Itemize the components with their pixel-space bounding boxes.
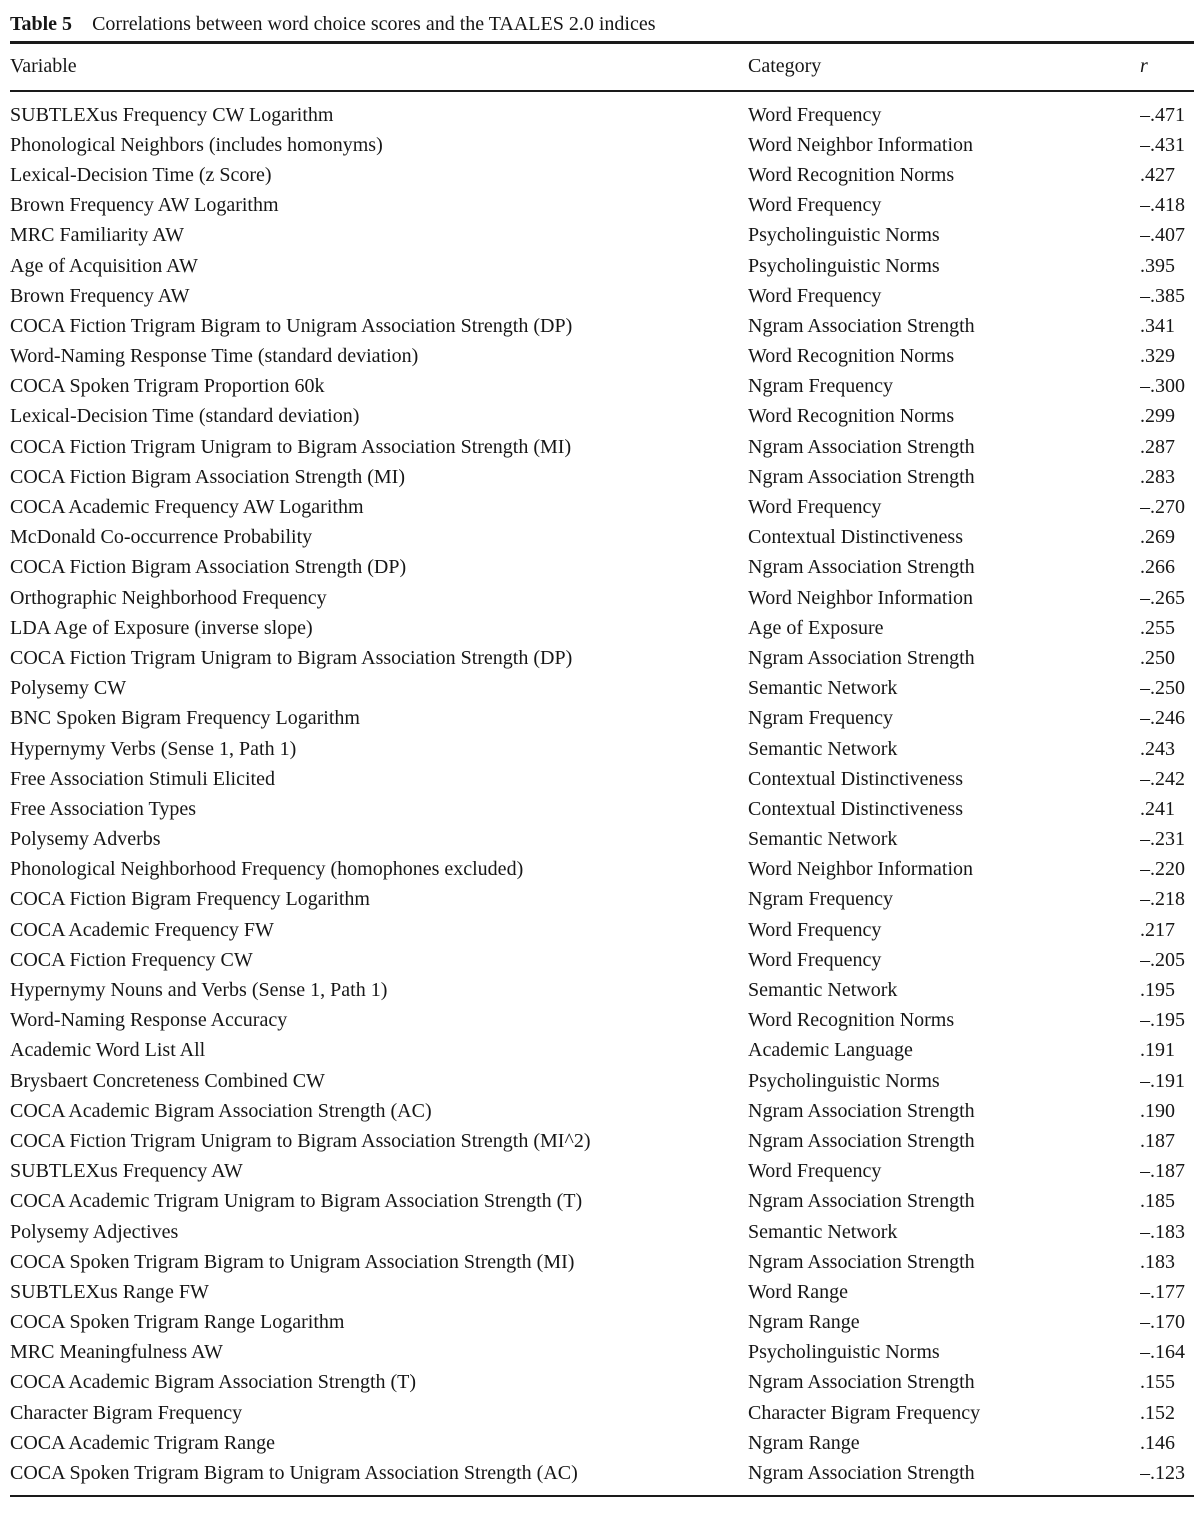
table-row bbox=[10, 160, 1194, 190]
category-cell: Word Neighbor Information bbox=[748, 858, 973, 881]
table-row bbox=[10, 704, 1194, 734]
r-value-cell: –.177 bbox=[1140, 1280, 1185, 1303]
variable-cell: COCA Academic Bigram Association Strength (T) bbox=[10, 1371, 417, 1394]
variable-cell: COCA Fiction Trigram Unigram to Bigram Association Strength (MI) bbox=[10, 435, 572, 458]
r-value-cell: –.195 bbox=[1140, 1009, 1185, 1032]
variable-cell: Lexical-Decision Time (standard deviation) bbox=[10, 405, 360, 428]
r-value-cell: –.385 bbox=[1140, 284, 1185, 307]
category-cell: Academic Language bbox=[748, 1039, 913, 1062]
variable-cell: Free Association Types bbox=[10, 797, 196, 820]
table-row bbox=[10, 855, 1194, 885]
category-cell: Ngram Association Strength bbox=[748, 1099, 975, 1122]
variable-cell: Brysbaert Concreteness Combined CW bbox=[10, 1069, 325, 1092]
table-row bbox=[10, 734, 1194, 764]
r-value-cell: –.250 bbox=[1140, 677, 1185, 700]
variable-cell: Polysemy Adjectives bbox=[10, 1220, 179, 1243]
variable-cell: Age of Acquisition AW bbox=[10, 254, 198, 277]
variable-cell: Phonological Neighborhood Frequency (homophones excluded) bbox=[10, 858, 524, 881]
r-value-cell: –.205 bbox=[1140, 948, 1185, 971]
table-row bbox=[10, 402, 1194, 432]
variable-cell: SUBTLEXus Frequency CW Logarithm bbox=[10, 103, 334, 126]
category-cell: Ngram Range bbox=[748, 1431, 860, 1454]
variable-cell: LDA Age of Exposure (inverse slope) bbox=[10, 616, 313, 639]
r-value-cell: .287 bbox=[1140, 435, 1175, 458]
category-cell: Word Frequency bbox=[748, 918, 882, 941]
category-cell: Word Frequency bbox=[748, 496, 882, 519]
category-cell: Word Recognition Norms bbox=[748, 163, 955, 186]
table-row bbox=[10, 281, 1194, 311]
r-value-cell: –.220 bbox=[1140, 858, 1185, 881]
variable-cell: Polysemy Adverbs bbox=[10, 828, 161, 851]
table-body bbox=[10, 92, 1194, 1495]
variable-cell: COCA Fiction Bigram Association Strength (MI) bbox=[10, 465, 405, 488]
r-value-cell: .243 bbox=[1140, 737, 1175, 760]
category-cell: Word Range bbox=[748, 1280, 849, 1303]
category-cell: Word Frequency bbox=[748, 284, 882, 307]
r-value-cell: –.431 bbox=[1140, 133, 1185, 156]
variable-cell: Word-Naming Response Accuracy bbox=[10, 1009, 288, 1032]
variable-cell: Phonological Neighbors (includes homonyms) bbox=[10, 133, 383, 156]
variable-cell: COCA Fiction Trigram Bigram to Unigram Association Strength (DP) bbox=[10, 314, 573, 337]
variable-cell: Polysemy CW bbox=[10, 677, 127, 700]
r-value-cell: .190 bbox=[1140, 1099, 1175, 1122]
r-value-cell: –.270 bbox=[1140, 496, 1185, 519]
variable-cell: Academic Word List All bbox=[10, 1039, 206, 1062]
r-value-cell: –.191 bbox=[1140, 1069, 1185, 1092]
table-row bbox=[10, 311, 1194, 341]
category-cell: Ngram Association Strength bbox=[748, 1462, 975, 1485]
r-value-cell: .427 bbox=[1140, 163, 1175, 186]
variable-cell: Hypernymy Verbs (Sense 1, Path 1) bbox=[10, 737, 297, 760]
r-value-cell: .269 bbox=[1140, 526, 1175, 549]
table-row bbox=[10, 583, 1194, 613]
table-row bbox=[10, 643, 1194, 673]
category-cell: Word Neighbor Information bbox=[748, 133, 973, 156]
table-row bbox=[10, 1066, 1194, 1096]
variable-cell: COCA Academic Trigram Unigram to Bigram Association Strength (T) bbox=[10, 1190, 583, 1213]
r-value-cell: .299 bbox=[1140, 405, 1175, 428]
variable-cell: Brown Frequency AW Logarithm bbox=[10, 194, 279, 217]
table-row bbox=[10, 492, 1194, 522]
table-row bbox=[10, 1308, 1194, 1338]
table-row bbox=[10, 251, 1194, 281]
category-cell: Semantic Network bbox=[748, 979, 898, 1002]
table-row bbox=[10, 100, 1194, 130]
category-cell: Contextual Distinctiveness bbox=[748, 767, 963, 790]
table-row bbox=[10, 1217, 1194, 1247]
r-value-cell: .255 bbox=[1140, 616, 1175, 639]
r-value-cell: –.407 bbox=[1140, 224, 1185, 247]
variable-cell: McDonald Co-occurrence Probability bbox=[10, 526, 313, 549]
variable-cell: COCA Spoken Trigram Bigram to Unigram Association Strength (AC) bbox=[10, 1462, 578, 1485]
category-cell: Ngram Range bbox=[748, 1311, 860, 1334]
category-cell: Ngram Association Strength bbox=[748, 1250, 975, 1273]
category-cell: Semantic Network bbox=[748, 737, 898, 760]
variable-cell: COCA Spoken Trigram Range Logarithm bbox=[10, 1311, 345, 1334]
table-caption-line bbox=[10, 12, 1194, 36]
table-label: Table 5 bbox=[10, 13, 73, 35]
category-cell: Word Frequency bbox=[748, 948, 882, 971]
table-row bbox=[10, 1428, 1194, 1458]
r-value-cell: .191 bbox=[1140, 1039, 1175, 1062]
category-cell: Word Frequency bbox=[748, 103, 882, 126]
bottom-rule bbox=[10, 1495, 1194, 1498]
table-row bbox=[10, 1458, 1194, 1488]
category-cell: Word Neighbor Information bbox=[748, 586, 973, 609]
category-cell: Semantic Network bbox=[748, 677, 898, 700]
variable-cell: COCA Fiction Bigram Frequency Logarithm bbox=[10, 888, 370, 911]
variable-cell: COCA Academic Trigram Range bbox=[10, 1431, 275, 1454]
r-value-cell: –.265 bbox=[1140, 586, 1185, 609]
table-row bbox=[10, 1368, 1194, 1398]
table-row bbox=[10, 825, 1194, 855]
table-row bbox=[10, 553, 1194, 583]
table-row bbox=[10, 975, 1194, 1005]
variable-cell: Character Bigram Frequency bbox=[10, 1401, 243, 1424]
r-value-cell: –.187 bbox=[1140, 1160, 1185, 1183]
table-row bbox=[10, 342, 1194, 372]
r-value-cell: .250 bbox=[1140, 646, 1175, 669]
variable-cell: Orthographic Neighborhood Frequency bbox=[10, 586, 327, 609]
r-value-cell: –.471 bbox=[1140, 103, 1185, 126]
r-value-cell: .155 bbox=[1140, 1371, 1175, 1394]
table-row bbox=[10, 674, 1194, 704]
category-cell: Ngram Association Strength bbox=[748, 314, 975, 337]
category-cell: Psycholinguistic Norms bbox=[748, 1069, 940, 1092]
variable-cell: COCA Academic Bigram Association Strength (AC) bbox=[10, 1099, 432, 1122]
table-row bbox=[10, 945, 1194, 975]
category-cell: Ngram Frequency bbox=[748, 888, 893, 911]
r-value-cell: –.218 bbox=[1140, 888, 1185, 911]
variable-cell: COCA Spoken Trigram Bigram to Unigram Association Strength (MI) bbox=[10, 1250, 575, 1273]
table-row bbox=[10, 1398, 1194, 1428]
table-row bbox=[10, 372, 1194, 402]
category-cell: Word Recognition Norms bbox=[748, 345, 955, 368]
r-value-cell: .183 bbox=[1140, 1250, 1175, 1273]
category-cell: Ngram Association Strength bbox=[748, 646, 975, 669]
variable-cell: COCA Academic Frequency AW Logarithm bbox=[10, 496, 364, 519]
r-value-cell: .395 bbox=[1140, 254, 1175, 277]
category-cell: Ngram Association Strength bbox=[748, 1371, 975, 1394]
category-cell: Semantic Network bbox=[748, 828, 898, 851]
category-cell: Ngram Frequency bbox=[748, 375, 893, 398]
category-cell: Ngram Association Strength bbox=[748, 465, 975, 488]
category-cell: Ngram Association Strength bbox=[748, 435, 975, 458]
category-cell: Word Frequency bbox=[748, 194, 882, 217]
table-row bbox=[10, 915, 1194, 945]
r-value-cell: .283 bbox=[1140, 465, 1175, 488]
table-row bbox=[10, 191, 1194, 221]
category-cell: Contextual Distinctiveness bbox=[748, 526, 963, 549]
r-value-cell: –.246 bbox=[1140, 707, 1185, 730]
category-cell: Word Frequency bbox=[748, 1160, 882, 1183]
table-row bbox=[10, 1036, 1194, 1066]
table-row bbox=[10, 221, 1194, 251]
variable-cell: COCA Academic Frequency FW bbox=[10, 918, 274, 941]
variable-cell: COCA Fiction Frequency CW bbox=[10, 948, 253, 971]
column-header-category: Category bbox=[748, 55, 822, 77]
r-value-cell: –.164 bbox=[1140, 1341, 1185, 1364]
category-cell: Age of Exposure bbox=[748, 616, 884, 639]
r-value-cell: .152 bbox=[1140, 1401, 1175, 1424]
variable-cell: COCA Fiction Bigram Association Strength (DP) bbox=[10, 556, 407, 579]
category-cell: Character Bigram Frequency bbox=[748, 1401, 981, 1424]
r-value-cell: –.300 bbox=[1140, 375, 1185, 398]
r-value-cell: –.123 bbox=[1140, 1462, 1185, 1485]
variable-cell: Hypernymy Nouns and Verbs (Sense 1, Path 1) bbox=[10, 979, 388, 1002]
table-row bbox=[10, 794, 1194, 824]
table-row bbox=[10, 432, 1194, 462]
variable-cell: SUBTLEXus Range FW bbox=[10, 1280, 209, 1303]
r-value-cell: –.183 bbox=[1140, 1220, 1185, 1243]
table-row bbox=[10, 523, 1194, 553]
table-row bbox=[10, 130, 1194, 160]
variable-cell: MRC Familiarity AW bbox=[10, 224, 184, 247]
r-value-cell: .241 bbox=[1140, 797, 1175, 820]
category-cell: Psycholinguistic Norms bbox=[748, 1341, 940, 1364]
r-value-cell: .185 bbox=[1140, 1190, 1175, 1213]
category-cell: Word Recognition Norms bbox=[748, 405, 955, 428]
column-header-variable: Variable bbox=[10, 55, 77, 77]
variable-cell: SUBTLEXus Frequency AW bbox=[10, 1160, 243, 1183]
table-header-row bbox=[10, 44, 1194, 90]
column-header-r: r bbox=[1140, 55, 1148, 77]
r-value-cell: .217 bbox=[1140, 918, 1175, 941]
category-cell: Contextual Distinctiveness bbox=[748, 797, 963, 820]
r-value-cell: .187 bbox=[1140, 1129, 1175, 1152]
r-value-cell: .195 bbox=[1140, 979, 1175, 1002]
r-value-cell: .329 bbox=[1140, 345, 1175, 368]
table-caption-text: Correlations between word choice scores and the TAALES 2.0 indices bbox=[92, 13, 656, 35]
variable-cell: Free Association Stimuli Elicited bbox=[10, 767, 275, 790]
category-cell: Psycholinguistic Norms bbox=[748, 254, 940, 277]
category-cell: Ngram Association Strength bbox=[748, 1190, 975, 1213]
variable-cell: COCA Spoken Trigram Proportion 60k bbox=[10, 375, 325, 398]
table-row bbox=[10, 885, 1194, 915]
table-row bbox=[10, 613, 1194, 643]
table-row bbox=[10, 1338, 1194, 1368]
table-row bbox=[10, 1277, 1194, 1307]
r-value-cell: –.242 bbox=[1140, 767, 1185, 790]
variable-cell: COCA Fiction Trigram Unigram to Bigram Association Strength (MI^2) bbox=[10, 1129, 591, 1152]
variable-cell: Lexical-Decision Time (z Score) bbox=[10, 163, 272, 186]
variable-cell: COCA Fiction Trigram Unigram to Bigram Association Strength (DP) bbox=[10, 646, 573, 669]
table-row bbox=[10, 1157, 1194, 1187]
variable-cell: Brown Frequency AW bbox=[10, 284, 190, 307]
category-cell: Psycholinguistic Norms bbox=[748, 224, 940, 247]
table-row bbox=[10, 1096, 1194, 1126]
table-row bbox=[10, 1126, 1194, 1156]
r-value-cell: .266 bbox=[1140, 556, 1175, 579]
category-cell: Word Recognition Norms bbox=[748, 1009, 955, 1032]
table-row bbox=[10, 764, 1194, 794]
r-value-cell: .146 bbox=[1140, 1431, 1175, 1454]
r-value-cell: –.418 bbox=[1140, 194, 1185, 217]
r-value-cell: .341 bbox=[1140, 314, 1175, 337]
category-cell: Ngram Association Strength bbox=[748, 1129, 975, 1152]
table-row bbox=[10, 1006, 1194, 1036]
category-cell: Ngram Frequency bbox=[748, 707, 893, 730]
table-row bbox=[10, 1247, 1194, 1277]
table-row bbox=[10, 462, 1194, 492]
category-cell: Semantic Network bbox=[748, 1220, 898, 1243]
r-value-cell: –.170 bbox=[1140, 1311, 1185, 1334]
category-cell: Ngram Association Strength bbox=[748, 556, 975, 579]
variable-cell: Word-Naming Response Time (standard deviation) bbox=[10, 345, 419, 368]
variable-cell: BNC Spoken Bigram Frequency Logarithm bbox=[10, 707, 360, 730]
table-row bbox=[10, 1187, 1194, 1217]
variable-cell: MRC Meaningfulness AW bbox=[10, 1341, 223, 1364]
r-value-cell: –.231 bbox=[1140, 828, 1185, 851]
